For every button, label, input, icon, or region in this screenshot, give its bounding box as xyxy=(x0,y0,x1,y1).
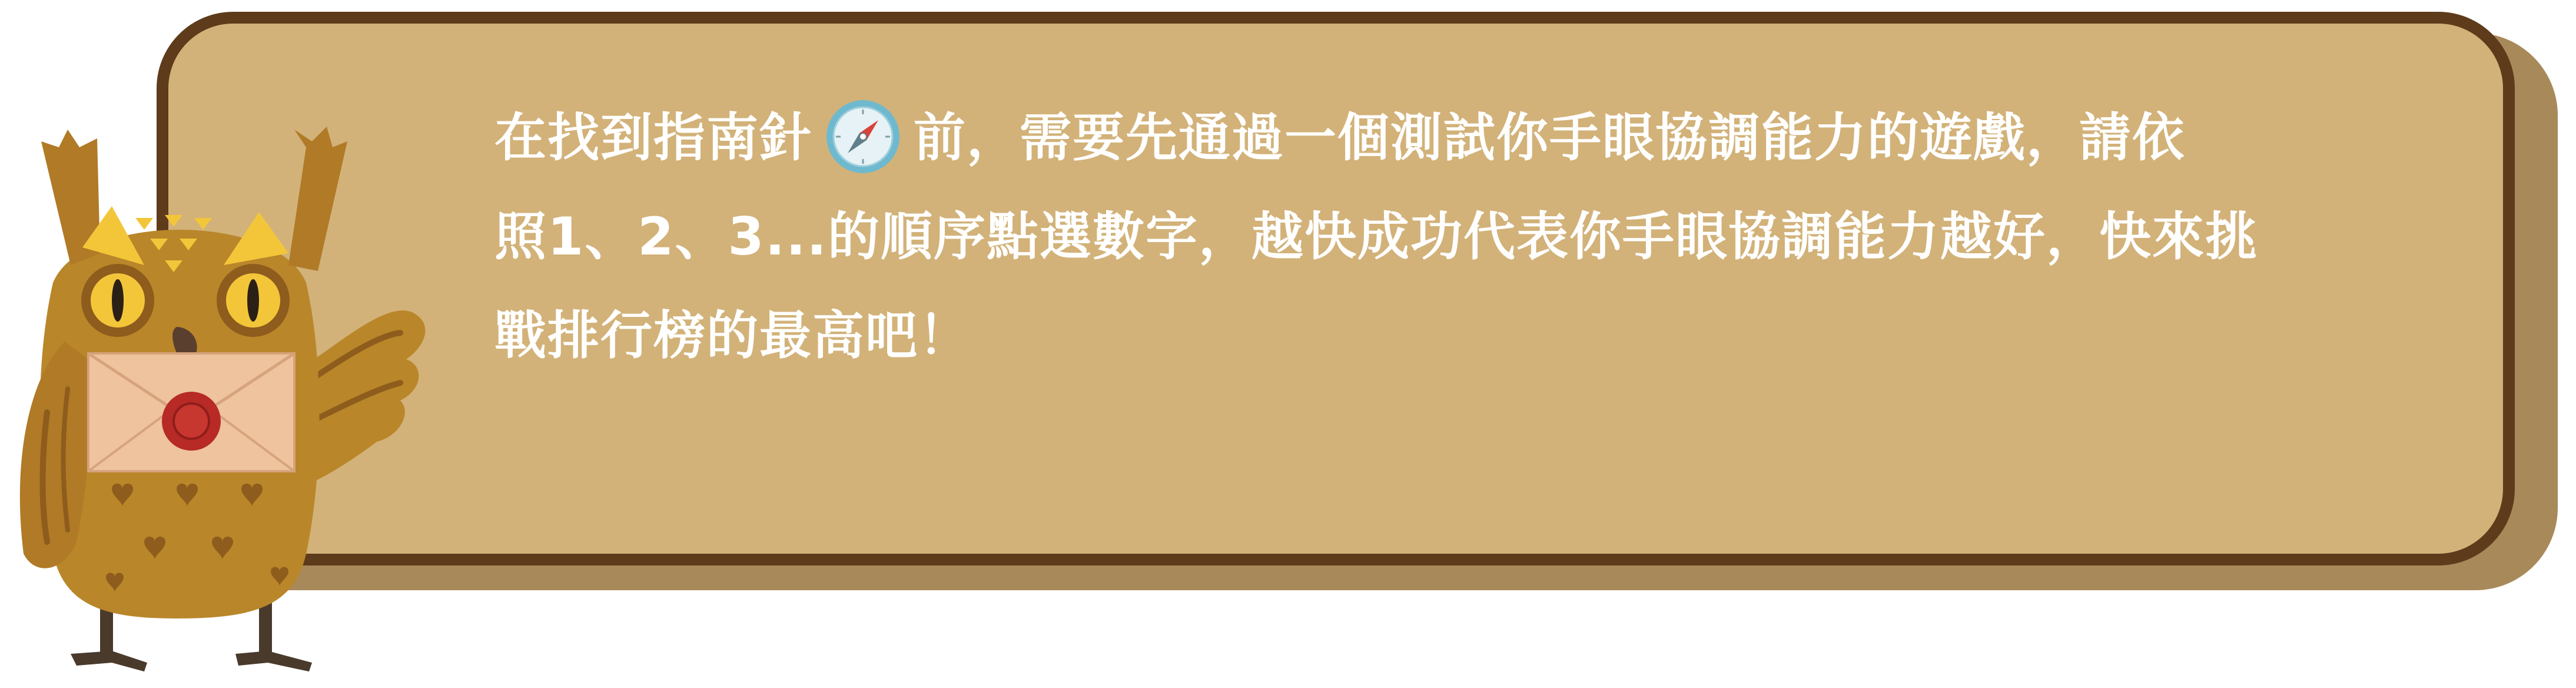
message-line-1 xyxy=(494,88,2408,187)
message-line-1-end: 前，需要先通過一個測試你手眼協調能力的遊戲，請依 xyxy=(914,107,2186,168)
envelope-icon xyxy=(88,353,294,471)
message-line-3: 戰排行榜的最高吧！ xyxy=(494,305,972,366)
owl-mascot xyxy=(0,106,447,688)
compass-icon xyxy=(824,98,902,176)
message-line-2: 照1、2、3...的順序點選數字，越快成功代表你手眼協調能力越好，快來挑 xyxy=(494,206,2258,267)
message-line-1-start: 在找到指南針 xyxy=(494,107,813,168)
intro-message xyxy=(494,88,2408,385)
